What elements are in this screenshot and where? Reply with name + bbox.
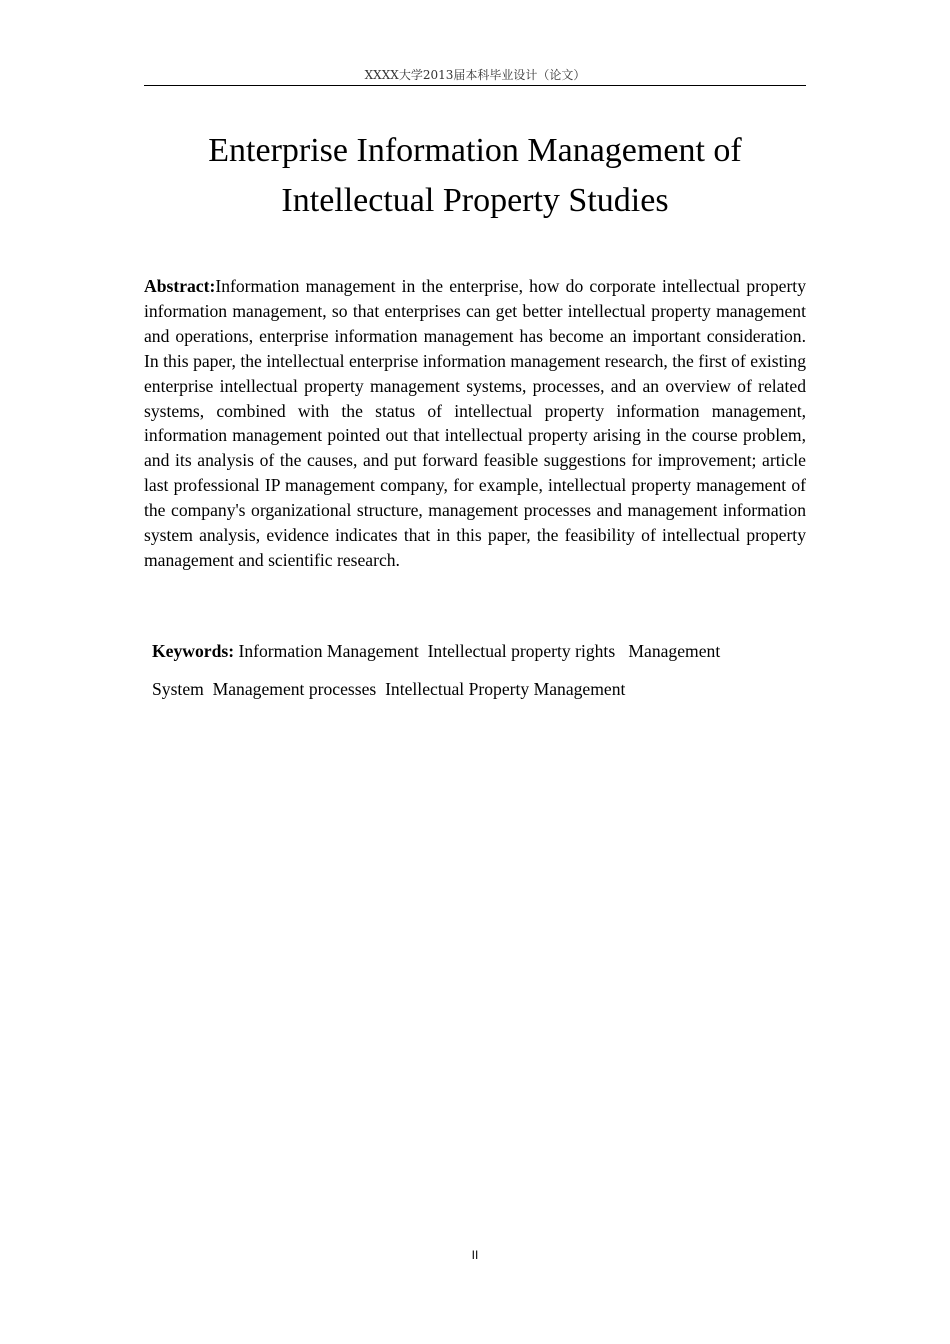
thesis-title-line-1: Enterprise Information Management of [208, 132, 742, 169]
thesis-title [144, 126, 806, 226]
keywords-paragraph [152, 632, 792, 708]
running-header: XXXX大学2013届本科毕业设计（论文） [364, 68, 586, 82]
keywords-label: Keywords: [152, 641, 235, 661]
abstract-body: Information management in the enterprise, how do corporate intellectual property information management, so that enterprises can get better intellectual property management and operations, enterprise information management has become an important consideration. In this paper, the intellectual enterprise information management research, the first of existing enterprise intellectual property management systems, processes, and an overview of related systems, combined with the status of intellectual property information management, information management pointed out that intellectual property arising in the course problem, and its analysis of the causes, and put forward feasible suggestions for improvement; article last professional IP management company, for example, intellectual property management of the company's organizational structure, management processes and management information system analysis, evidence indicates that in this paper, the feasibility of intellectual property management and scientific research. [144, 276, 806, 570]
page-number: II [471, 1248, 479, 1262]
abstract-label: Abstract: [144, 276, 216, 296]
keywords-line-2: System Management processes Intellectual Property Management [152, 679, 626, 699]
keywords-line-1-text: Information Management Intellectual property rights Management [234, 641, 721, 661]
abstract-paragraph [144, 274, 806, 573]
header-divider [144, 85, 806, 86]
thesis-title-line-2: Intellectual Property Studies [281, 182, 669, 219]
keywords-line-1 [152, 632, 792, 670]
